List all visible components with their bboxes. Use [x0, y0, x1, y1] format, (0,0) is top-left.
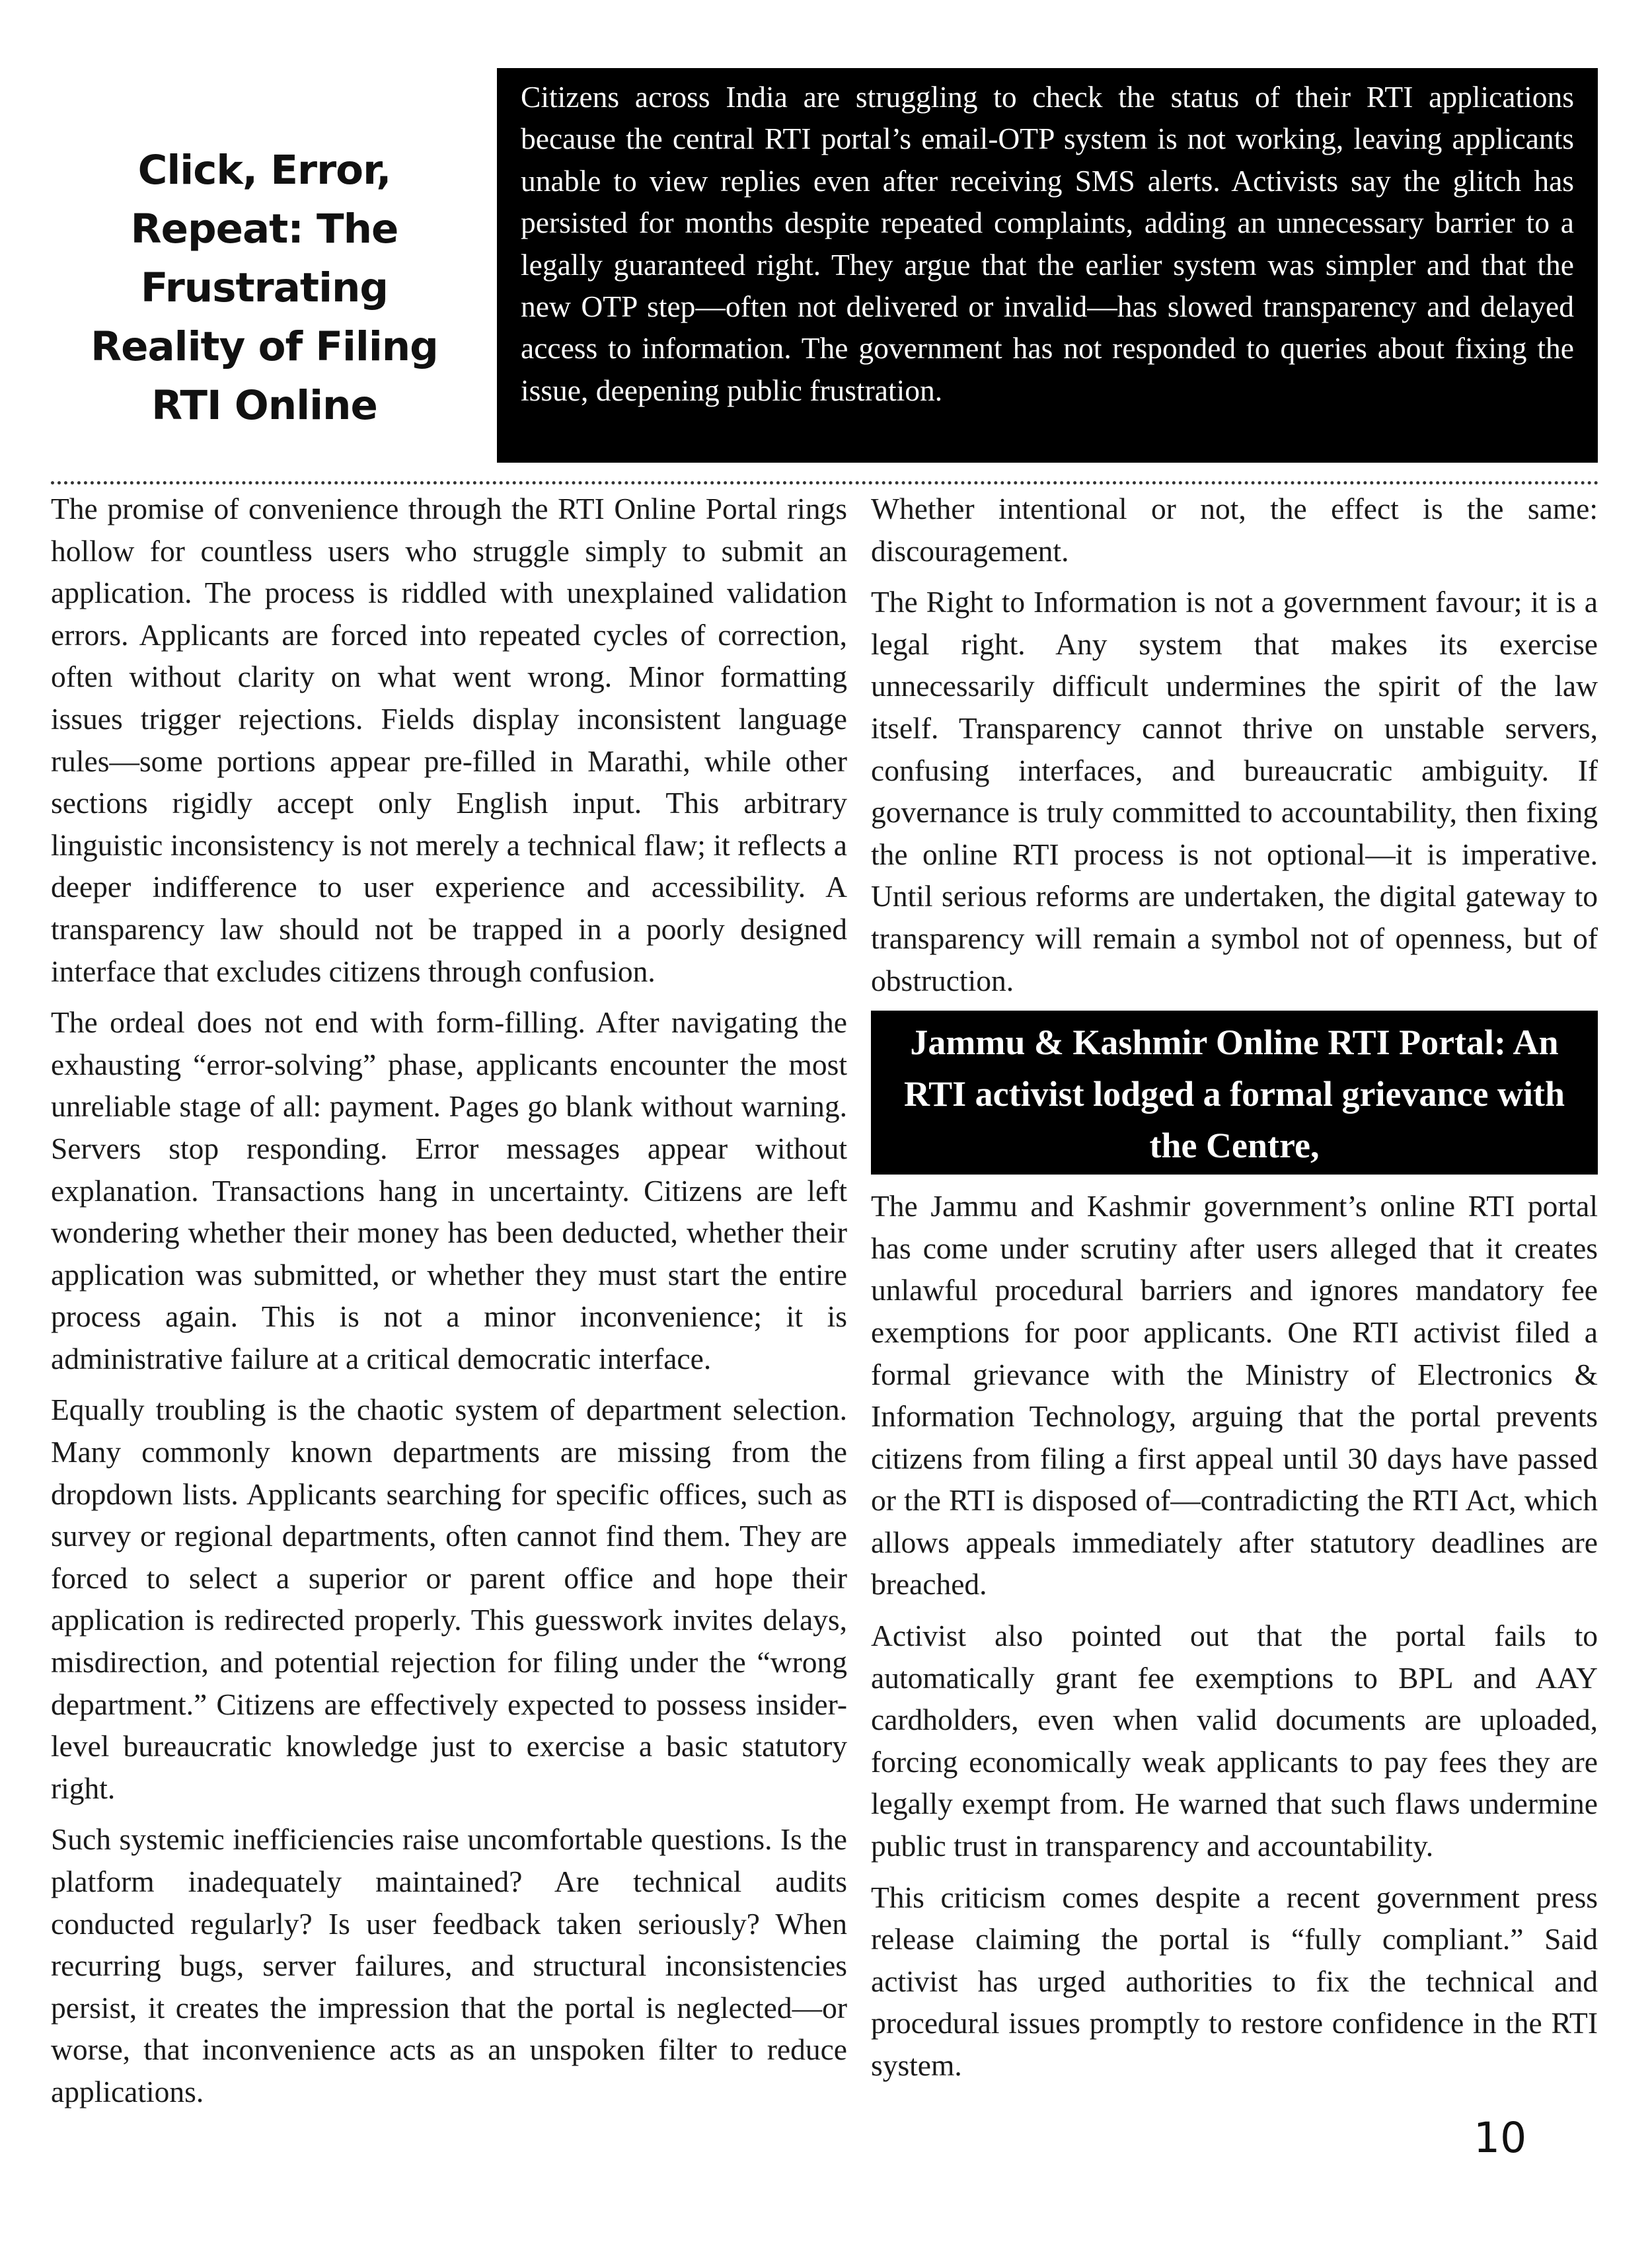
right-paragraph-5: This criticism comes despite a recent government press release claiming the portal is “fully compliant.” Said activist has urged authorities to fix the technical and procedural issues promptly to restore confidence in the RTI system.: [871, 1880, 1598, 2082]
right-paragraph-4: Activist also pointed out that the portal fails to automatically grant fee exemptions to BPL and AAY cardholders, even when valid documents are uploaded, forcing economically weak applicants to pay fees they are legally exempt from. He warned that such flaws undermine public trust in transparency and accountability.: [871, 1619, 1598, 1863]
headline: Click, Error, Repeat: The Frustrating Reality of Filing RTI Online: [91, 146, 438, 429]
dotted-divider: [51, 481, 1599, 484]
page-number: 10: [1474, 2114, 1527, 2162]
left-paragraph-2: The ordeal does not end with form-filling. After navigating the exhausting “error-solving” phase, applicants encounter the most unreliable stage of all: payment. Pages go blank without warning. Servers stop responding. Error messages appear without explanation. Transactions hang in uncertainty. Citizens are left wondering whether their money has been deducted, whether their application was submitted, or whether they must start the entire process again. This is not a minor inconvenience; it is administrative failure at a critical democratic interface.: [51, 1005, 847, 1375]
left-paragraph-1: The promise of convenience through the RTI Online Portal rings hollow for countless users who struggle simply to submit an application. The process is riddled with unexplained validation errors. Applicants are forced into repeated cycles of correction, often without clarity on what went wrong. Minor formatting issues trigger rejections. Fields display inconsistent language rules—some portions appear pre-filled in Marathi, while other sections rigidly accept only English input. This arbitrary linguistic inconsistency is not merely a technical flaw; it reflects a deeper indifference to user experience and accessibility. A transparency law should not be trapped in a poorly designed interface that excludes citizens through confusion.: [51, 492, 847, 988]
left-paragraph-3: Equally troubling is the chaotic system of department selection. Many commonly known departments are missing from the dropdown lists. Applicants searching for specific offices, such as survey or regional departments, often cannot find them. They are forced to select a superior or parent office and hope their application is redirected properly. This guesswork invites delays, misdirection, and potential rejection for filing under the “wrong department.” Citizens are effectively expected to possess insider-level bureaucratic knowledge just to exercise a basic statutory right.: [51, 1393, 847, 1805]
jk-section-banner: Jammu & Kashmir Online RTI Portal: An RTI activist lodged a formal grievance with the Centre,: [871, 1011, 1598, 1175]
right-paragraph-1: Whether intentional or not, the effect is the same: discouragement.: [871, 492, 1598, 568]
right-column: [871, 488, 1598, 2096]
right-paragraph-2: The Right to Information is not a government favour; it is a legal right. Any system that makes its exercise unnecessarily difficult undermines the spirit of the law itself. Transparency cannot thrive on unstable servers, confusing interfaces, and bureaucratic ambiguity. If governance is truly committed to accountability, then fixing the online RTI process is not optional—it is imperative. Until serious reforms are undertaken, the digital gateway to transparency will remain a symbol not of openness, but of obstruction.: [871, 585, 1598, 997]
left-paragraph-4: Such systemic inefficiencies raise uncomfortable questions. Is the platform inadequately maintained? Are technical audits conducted regularly? Is user feedback taken seriously? When recurring bugs, server failures, and structural inconsistencies persist, it creates the impression that the portal is neglected—or worse, that inconvenience acts as an unspoken filter to reduce applications.: [51, 1822, 847, 2108]
summary-box: Citizens across India are struggling to check the status of their RTI applications because the central RTI portal’s email-OTP system is not working, leaving applicants unable to view replies even after receiving SMS alerts. Activists say the glitch has persisted for months despite repeated complaints, adding an unnecessary barrier to a legally guaranteed right. They argue that the earlier system was simpler and that the new OTP step—often not delivered or invalid—has slowed transparency and delayed access to information. The government has not responded to queries about fixing the issue, deepening public frustration.: [497, 68, 1598, 463]
left-column: [51, 488, 847, 2122]
right-paragraph-3: The Jammu and Kashmir government’s online RTI portal has come under scrutiny after users alleged that it creates unlawful procedural barriers and ignores mandatory fee exemptions for poor applicants. One RTI activist filed a formal grievance with the Ministry of Electronics & Information Technology, arguing that the portal prevents citizens from filing a first appeal until 30 days have passed or the RTI is disposed of—contradicting the RTI Act, which allows appeals immediately after statutory deadlines are breached.: [871, 1189, 1598, 1602]
